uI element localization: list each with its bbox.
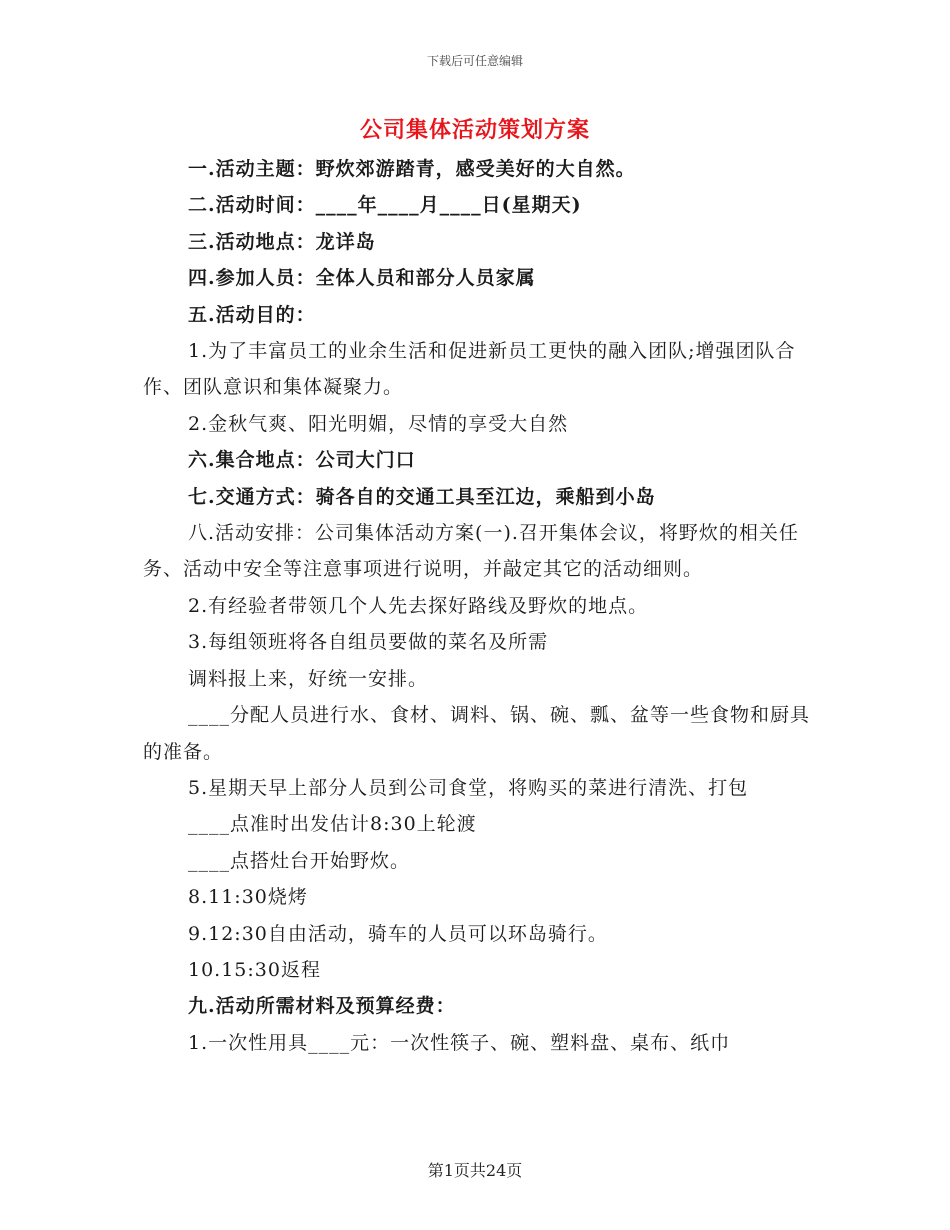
section-location: 三.活动地点：龙详岛: [188, 230, 376, 253]
document-body: [143, 151, 813, 1061]
section-theme: 一.活动主题：野炊郊游踏青，感受美好的大自然。: [188, 158, 636, 180]
arrangement-item-6: ____点准时出发估计8:30上轮渡: [188, 813, 477, 836]
arrangement-item-10: 10.15:30返程: [188, 958, 321, 981]
section-time: 二.活动时间：____年____月____日(星期天): [188, 194, 582, 217]
purpose-item-1: 1.为了丰富员工的业余生活和促进新员工更快的融入团队;增强团队合作、团队意识和集体凝聚力。: [143, 340, 796, 399]
arrangement-item-9: 9.12:30自由活动，骑车的人员可以环岛骑行。: [188, 922, 608, 945]
section-purpose-heading: 五.活动目的：: [188, 303, 316, 326]
budget-item-1: 1.一次性用具____元：一次性筷子、碗、塑料盘、桌布、纸巾: [188, 1031, 731, 1054]
section-arrangement: 八.活动安排：公司集体活动方案(一).召开集体会议，将野炊的相关任务、活动中安全等注意事项进行说明，并敲定其它的活动细则。: [143, 522, 799, 581]
arrangement-item-8: 8.11:30烧烤: [188, 886, 308, 909]
purpose-item-2: 2.金秋气爽、阳光明媚，尽情的享受大自然: [188, 412, 569, 435]
page-header: 下载后可任意编辑: [426, 54, 523, 68]
arrangement-item-5: 5.星期天早上部分人员到公司食堂，将购买的菜进行清洗、打包: [188, 776, 749, 799]
arrangement-item-7: ____点搭灶台开始野炊。: [188, 849, 411, 872]
arrangement-item-3-cont: 调料报上来，好统一安排。: [188, 667, 429, 690]
section-meeting-point: 六.集合地点：公司大门口: [188, 449, 416, 472]
document-title: 公司集体活动策划方案: [359, 117, 590, 143]
section-budget-heading: 九.活动所需材料及预算经费：: [188, 995, 456, 1018]
section-participants: 四.参加人员：全体人员和部分人员家属: [188, 267, 536, 290]
arrangement-item-2: 2.有经验者带领几个人先去探好路线及野炊的地点。: [188, 594, 649, 617]
arrangement-item-3: 3.每组领班将各自组员要做的菜名及所需: [188, 631, 549, 654]
section-transport: 七.交通方式：骑各自的交通工具至江边，乘船到小岛: [188, 485, 656, 508]
arrangement-item-4: ____分配人员进行水、食材、调料、锅、碗、瓢、盆等一些食物和厨具的准备。: [143, 704, 811, 763]
page-footer: 第1页共24页: [427, 1161, 523, 1180]
